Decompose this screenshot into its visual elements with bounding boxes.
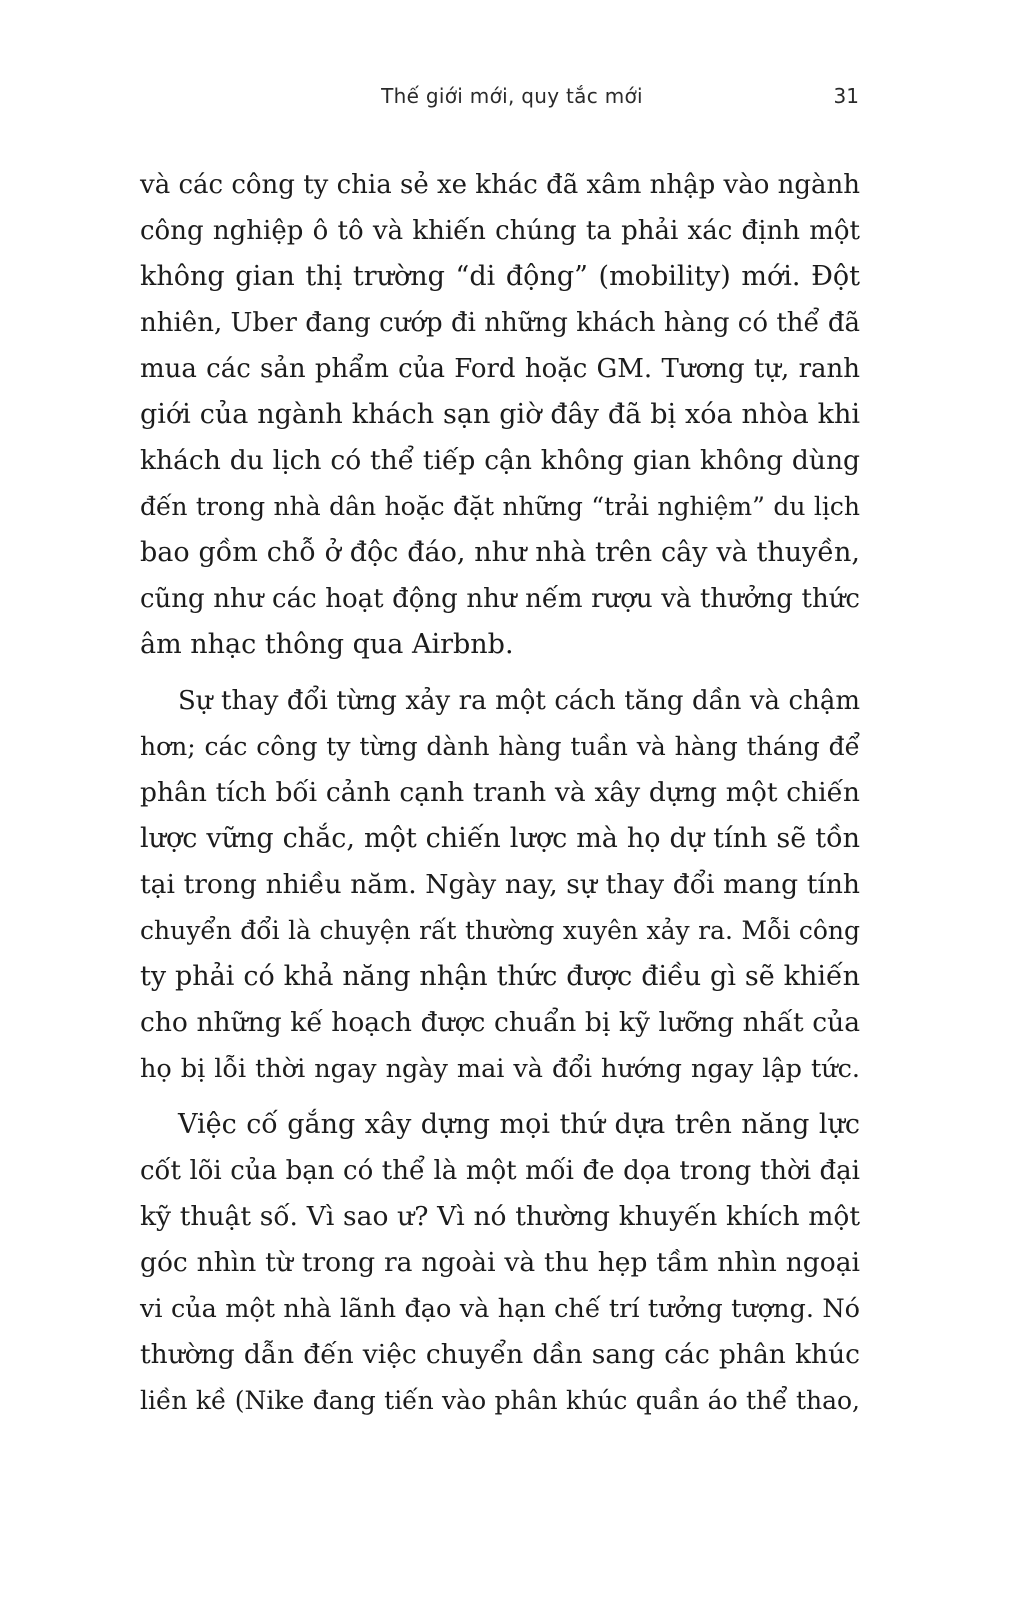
text-line: giới của ngành khách sạn giờ đây đã bị xóa nhòa khi [140, 399, 860, 430]
text-line: cho những kế hoạch được chuẩn bị kỹ lưỡng nhất của [140, 1007, 860, 1038]
text-line: chuyển đổi là chuyện rất thường xuyên xảy ra. Mỗi công [140, 916, 860, 945]
text-line: Việc cố gắng xây dựng mọi thứ dựa trên năng lực [178, 1109, 860, 1140]
running-title: Thế giới mới, quy tắc mới [381, 84, 643, 108]
text-line: thường dẫn đến việc chuyển dần sang các phân khúc [140, 1339, 860, 1370]
text-line: và các công ty chia sẻ xe khác đã xâm nhập vào ngành [140, 170, 861, 200]
text-line: góc nhìn từ trong ra ngoài và thu hẹp tầm nhìn ngoại [140, 1247, 860, 1278]
text-line: nhiên, Uber đang cướp đi những khách hàng có thể đã [140, 308, 860, 338]
text-line: kỹ thuật số. Vì sao ư? Vì nó thường khuyến khích một [140, 1201, 860, 1232]
text-line: công nghiệp ô tô và khiến chúng ta phải xác định một [140, 216, 860, 246]
text-line: liền kề (Nike đang tiến vào phân khúc quần áo thể thao, [140, 1386, 860, 1415]
text-line: không gian thị trường “di động” (mobility) mới. Đột [140, 261, 860, 292]
text-line: tại trong nhiều năm. Ngày nay, sự thay đổi mang tính [140, 869, 860, 900]
text-line: âm nhạc thông qua Airbnb. [140, 629, 514, 660]
paragraph-2 [140, 678, 860, 1092]
text-line: cũng như các hoạt động như nếm rượu và thưởng thức [140, 584, 860, 614]
text-line: vi của một nhà lãnh đạo và hạn chế trí tưởng tượng. Nó [140, 1294, 860, 1324]
text-line: khách du lịch có thể tiếp cận không gian không dùng [140, 445, 860, 476]
text-line: Sự thay đổi từng xảy ra một cách tăng dần và chậm [178, 686, 860, 716]
paragraph-3 [140, 1102, 860, 1424]
text-line: hơn; các công ty từng dành hàng tuần và hàng tháng để [140, 732, 860, 761]
text-line: họ bị lỗi thời ngay ngày mai và đổi hướng ngay lập tức. [140, 1054, 860, 1084]
text-line: cốt lõi của bạn có thể là một mối đe dọa trong thời đại [140, 1156, 860, 1186]
text-line: lược vững chắc, một chiến lược mà họ dự tính sẽ tồn [140, 823, 860, 854]
page-number: 31 [833, 84, 859, 108]
body-text [140, 162, 860, 1434]
text-line: mua các sản phẩm của Ford hoặc GM. Tương tự, ranh [140, 354, 860, 384]
paragraph-1 [140, 162, 860, 668]
text-line: ty phải có khả năng nhận thức được điều gì sẽ khiến [140, 961, 860, 992]
running-header [0, 80, 1024, 116]
text-line: bao gồm chỗ ở độc đáo, như nhà trên cây và thuyền, [140, 537, 860, 568]
text-line: đến trong nhà dân hoặc đặt những “trải nghiệm” du lịch [140, 492, 860, 521]
text-line: phân tích bối cảnh cạnh tranh và xây dựng một chiến [140, 777, 860, 808]
